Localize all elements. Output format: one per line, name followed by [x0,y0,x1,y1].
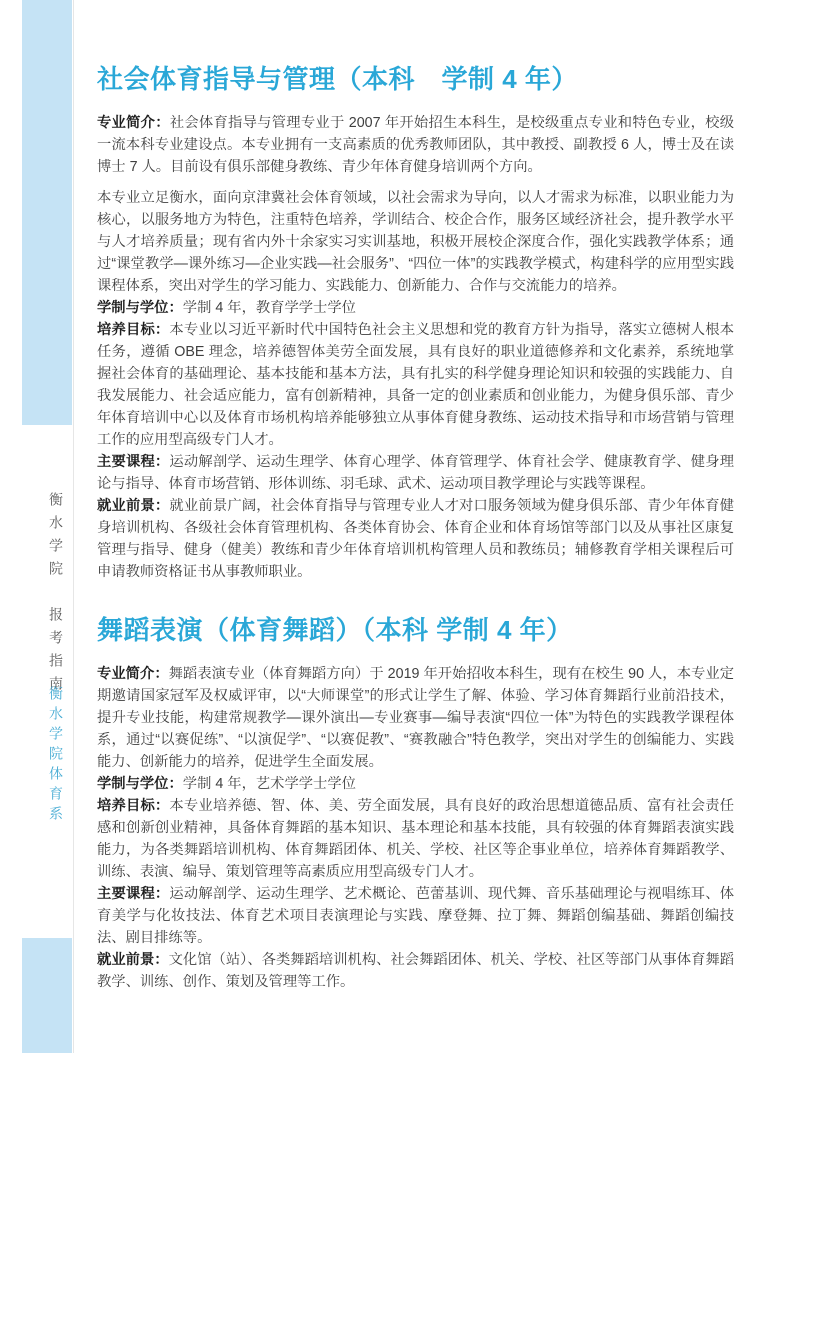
major-section-social-sport [97,62,734,583]
field-text: 学制 4 年，教育学学士学位 [182,300,356,316]
field-text: 社会体育指导与管理专业于 2007 年开始招生本科生，是校级重点专业和特色专业，校级一流本科专业建设点。本专业拥有一支高素质的优秀教师团队，其中教授、副教授 6 人，博士及在读博士 7 人。目前设有俱乐部健身教练、青少年体育健身培训两个方向。 [97,115,735,175]
paragraph-objectives [97,795,734,883]
field-label: 专业简介： [97,666,169,682]
major-section-dance-performance [97,613,734,993]
field-label: 培养目标： [97,322,170,338]
field-label: 专业简介： [97,115,170,131]
major-title: 舞蹈表演（体育舞蹈）（本科 学制 4 年） [97,615,573,645]
sidebar-vertical-label-department: 衡水学院体育系 [48,686,64,826]
field-label: 就业前景： [97,952,169,968]
paragraph-intro [97,663,734,773]
field-label: 学制与学位： [97,776,183,792]
paragraph-degree [97,773,734,795]
field-label: 就业前景： [97,498,170,514]
paragraph-intro [97,112,734,178]
paragraph-objectives [97,319,734,451]
sidebar-accent-bar-top [22,0,72,425]
field-text: 本专业培养德、智、体、美、劳全面发展，具有良好的政治思想道德品质、富有社会责任感和创新创业精神，具备体育舞蹈的基本知识、基本理论和基本技能，具有较强的体育舞蹈表演实践能力，为各类舞蹈培训机构、体育舞蹈团体、机关、学校、社区等企事业单位，培养体育舞蹈教学、训练、表演、编导、策划管理等高素质应用型高级专门人才。 [97,798,735,880]
content-area [97,62,734,993]
field-label: 学制与学位： [97,300,183,316]
field-text: 运动解剖学、运动生理学、体育心理学、体育管理学、体育社会学、健康教育学、健身理论与指导、体育市场营销、形体训练、羽毛球、武术、运动项目教学理论与实践等课程。 [97,454,735,492]
field-text: 学制 4 年，艺术学学士学位 [182,776,356,792]
paragraph-courses [97,451,734,495]
field-text: 运动解剖学、运动生理学、艺术概论、芭蕾基训、现代舞、音乐基础理论与视唱练耳、体育美学与化妆技法、体育艺术项目表演理论与实践、摩登舞、拉丁舞、舞蹈创编基础、舞蹈创编技法、剧目排练等。 [97,886,735,946]
field-text: 文化馆（站）、各类舞蹈培训机构、社会舞蹈团体、机关、学校、社区等部门从事体育舞蹈教学、训练、创作、策划及管理等工作。 [97,952,734,990]
major-title: 社会体育指导与管理（本科 学制 4 年） [97,64,578,94]
field-text: 本专业以习近平新时代中国特色社会主义思想和党的教育方针为指导，落实立德树人根本任务，遵循 OBE 理念，培养德智体美劳全面发展，具有良好的职业道德修养和文化素养，系统地掌握社会体育的基础理论、基本技能和基本方法，具有扎实的科学健身理论知识和较强的实践能力、自我发展能力、社会适应能力，富有创新精神，具备一定的创业素质和创业能力，为健身俱乐部、青少年体育培训中心以及体育市场机构培养能够独立从事体育健身教练、运动技术指导和市场营销与管理工作的应用型高级专门人才。 [97,322,735,448]
sidebar-accent-bar-bottom [22,938,72,1053]
paragraph-positioning [97,187,734,297]
paragraph-degree [97,297,734,319]
paragraph-courses [97,883,734,949]
field-label: 主要课程： [97,886,170,902]
field-text: 本专业立足衡水，面向京津冀社会体育领域，以社会需求为导向，以人才需求为标准，以职业能力为核心，以服务地方为特色，注重特色培养，学训结合、校企合作，服务区域经济社会，提升教学水平与人才培养质量；现有省内外十余家实习实训基地，积极开展校企深度合作，强化实践教学体系；通过“课堂教学—课外练习—企业实践—社会服务”、“四位一体”的实践教学模式，构建科学的应用型实践课程体系，突出对学生的学习能力、实践能力、创新能力、合作与交流能力的培养。 [97,190,734,294]
field-text: 舞蹈表演专业（体育舞蹈方向）于 2019 年开始招收本科生，现有在校生 90 人，本专业定期邀请国家冠军及权威评审，以“大师课堂”的形式让学生了解、体验、学习体育舞蹈行业前沿技术，提升专业技能，构建常规教学—课外演出—专业赛事—编导表演“四位一体”为特色的实践教学课程体系，通过“以赛促练”、“以演促学”、“以赛促教”、“赛教融合”特色教学，突出对学生的创编能力、实践能力、创新能力的培养，促进学生全面发展。 [97,666,735,770]
field-text: 就业前景广阔，社会体育指导与管理专业人才对口服务领域为健身俱乐部、青少年体育健身培训机构、各级社会体育管理机构、各类体育协会、体育企业和体育场馆等部门以及从事社区康复管理与指导、健身（健美）教练和青少年体育培训机构管理人员和教练员；辅修教育学相关课程后可申请教师资格证书从事教师职业。 [97,498,735,580]
field-label: 培养目标： [97,798,170,814]
paragraph-careers [97,949,734,993]
field-label: 主要课程： [97,454,170,470]
paragraph-careers [97,495,734,583]
sidebar-vertical-label-guide: 衡水学院 报考指南 [48,492,64,699]
sidebar-divider-line [73,0,74,1053]
